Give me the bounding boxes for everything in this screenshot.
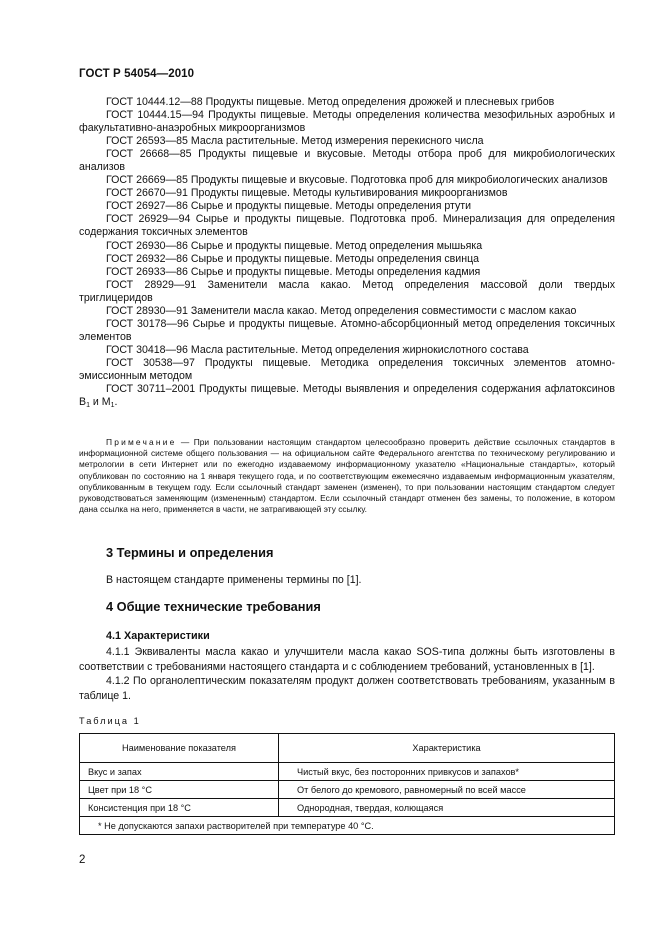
references-list bbox=[79, 96, 615, 412]
reference-item: ГОСТ 30538—97 Продукты пищевые. Методика определения токсичных элементов атомно-эмиссионным методом bbox=[79, 356, 615, 382]
table-header-row bbox=[80, 734, 615, 763]
subsection-4-1-title: 4.1 Характеристики bbox=[106, 630, 210, 642]
reference-item: ГОСТ 28930—91 Заменители масла какао. Метод определения совместимости с маслом какао bbox=[106, 304, 577, 317]
reference-item: ГОСТ 26932—86 Сырье и продукты пищевые. Методы определения свинца bbox=[106, 252, 480, 265]
note-label: Примечание bbox=[106, 437, 177, 447]
reference-item: ГОСТ 26670—91 Продукты пищевые. Методы культивирования микроорганизмов bbox=[106, 187, 508, 200]
reference-item: ГОСТ 10444.12—88 Продукты пищевые. Метод определения дрожжей и плесневых грибов bbox=[106, 96, 555, 108]
reference-text-end: . bbox=[114, 396, 118, 409]
note bbox=[79, 437, 615, 515]
reference-item: ГОСТ 26930—86 Сырье и продукты пищевые. Метод определения мышьяка bbox=[106, 239, 483, 252]
page-number: 2 bbox=[79, 854, 86, 866]
reference-item: ГОСТ 26668—85 Продукты пищевые и вкусовые. Методы отбора проб для микробиологических анализов bbox=[79, 148, 615, 174]
reference-item: ГОСТ 26593—85 Масла растительные. Метод измерения перекисного числа bbox=[106, 135, 484, 148]
reference-item: ГОСТ 26933—86 Сырье и продукты пищевые. Методы определения кадмия bbox=[106, 265, 481, 278]
reference-text-mid: и M bbox=[89, 396, 111, 409]
reference-item: ГОСТ 26669—85 Продукты пищевые и вкусовые. Подготовка проб для микробиологических анализов bbox=[106, 174, 608, 187]
table-row bbox=[80, 799, 615, 817]
table-footnote-row bbox=[80, 817, 615, 835]
paragraph-4-1-2: 4.1.2 По органолептическим показателям продукт должен соответствовать требованиям, указанным в таблице 1. bbox=[79, 675, 615, 702]
table-cell: Чистый вкус, без посторонних привкусов и запахов* bbox=[279, 763, 615, 781]
reference-item: ГОСТ 28929—91 Заменители масла какао. Метод определения массовой доли твердых триглицеридов bbox=[79, 278, 615, 304]
reference-text: ГОСТ 30711–2001 Продукты пищевые. Методы выявления и определения содержания афлатоксинов B bbox=[79, 383, 615, 409]
organoleptic-table bbox=[79, 733, 615, 835]
section-3-title: 3 Термины и определения bbox=[106, 545, 274, 560]
table-cell: Однородная, твердая, колющаяся bbox=[279, 799, 615, 817]
section-4-title: 4 Общие технические требования bbox=[106, 599, 321, 614]
table-cell: Цвет при 18 °С bbox=[80, 781, 279, 799]
table-header-cell: Наименование показателя bbox=[80, 734, 279, 763]
reference-item-aflatoxins bbox=[79, 383, 615, 412]
reference-item: ГОСТ 26929—94 Сырье и продукты пищевые. Подготовка проб. Минерализация для определения содержания токсичных элементов bbox=[79, 213, 615, 239]
table-footnote: * Не допускаются запахи растворителей при температуре 40 °С. bbox=[80, 817, 615, 835]
section-3-text: В настоящем стандарте применены термины по [1]. bbox=[106, 574, 362, 586]
table-header-cell: Характеристика bbox=[279, 734, 615, 763]
paragraph-4-1-1: 4.1.1 Эквиваленты масла какао и улучшители масла какао SOS-типа должны быть изготовлены в соответствии с требованиями настоящего стандарта и с соблюдением требований, установленных в [1]. bbox=[79, 646, 615, 673]
reference-item: ГОСТ 10444.15—94 Продукты пищевые. Методы определения количества мезофильных аэробных и факультативно-анаэробных микроорганизмов bbox=[79, 109, 615, 135]
table-caption: Таблица 1 bbox=[79, 716, 141, 726]
table-row bbox=[80, 763, 615, 781]
table-cell: Вкус и запах bbox=[80, 763, 279, 781]
document-header: ГОСТ Р 54054—2010 bbox=[79, 68, 195, 80]
table-row bbox=[80, 781, 615, 799]
table-cell: От белого до кремового, равномерный по всей массе bbox=[279, 781, 615, 799]
subscript: 1 bbox=[86, 402, 90, 410]
subscript: 1 bbox=[110, 402, 115, 410]
reference-item: ГОСТ 30178—96 Сырье и продукты пищевые. Атомно-абсорбционный метод определения токсичных элементов bbox=[79, 317, 615, 343]
reference-item: ГОСТ 26927—86 Сырье и продукты пищевые. Методы определения ртути bbox=[106, 200, 472, 213]
note-text: — При пользовании настоящим стандартом целесообразно проверить действие ссылочных стандартов в информационной системе общего пользования — на официальном сайте Федерального агентства по техническому регулированию и метрологии в сети Интернет или по ежегодно издаваемому информационному указателю «Национальные стандарты», который опубликован по состоянию на 1 января текущего года, и по соответствующим ежемесячно издаваемым информационным указателям, опубликованным в текущем году. Если ссылочный стандарт заменен (изменен), то при пользовании настоящим стандартом следует руководствоваться заменяющим (измененным) стандартом. Если ссылочный стандарт отменен без замены, то положение, в котором дана ссылка на него, применяется в части, не затрагивающей эту ссылку. bbox=[79, 437, 615, 515]
table-cell: Консистенция при 18 °С bbox=[80, 799, 279, 817]
reference-item: ГОСТ 30418—96 Масла растительные. Метод определения жирнокислотного состава bbox=[106, 343, 529, 356]
